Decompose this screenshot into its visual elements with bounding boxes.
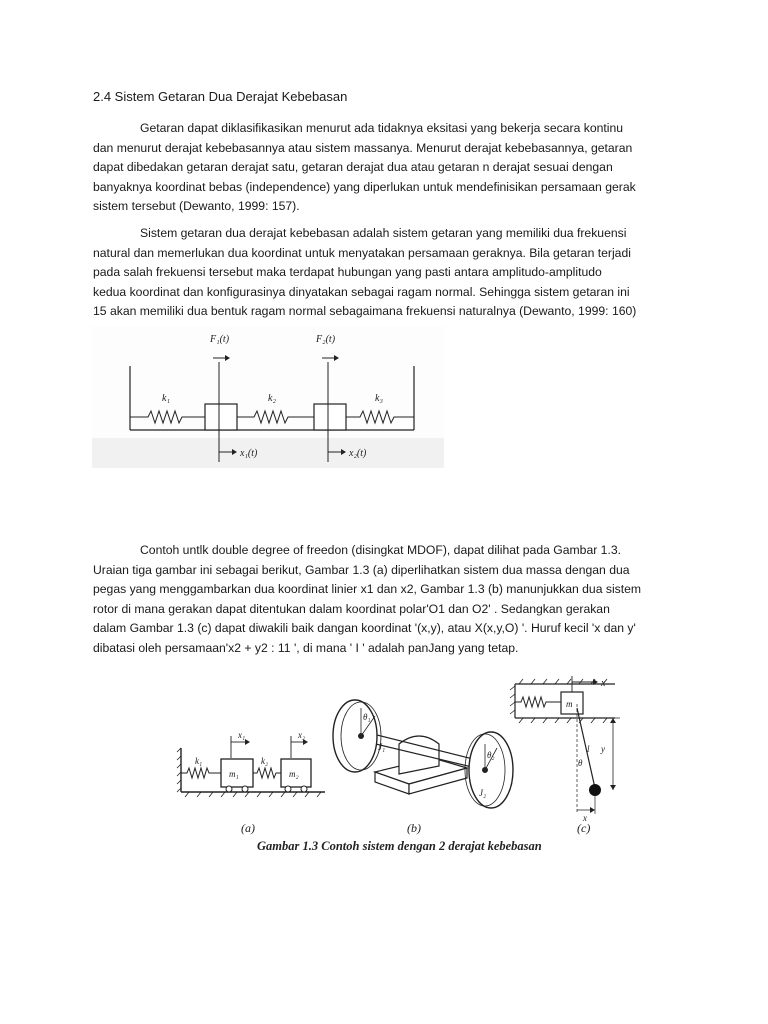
text-line: Sistem getaran dua derajat kebebasan adalah sistem getaran yang memiliki dua frekuensi [140, 226, 627, 240]
b-caption-label: (b) [407, 821, 421, 835]
c-x-top-label: x [601, 678, 606, 689]
b-theta1-label: θ₁ [363, 712, 371, 722]
text-line: banyaknya koordinat bebas (independence) yang diperlukan untuk mendefinisikan persamaan gerak [93, 179, 636, 194]
text-line: Getaran dapat diklasifikasikan menurut ada tidaknya eksitasi yang bekerja secara kontinu [140, 121, 624, 135]
c-y-label: y [601, 744, 605, 754]
c-x-bottom-label: x [583, 813, 587, 823]
displacement-1-label: x₁(t) [240, 448, 258, 459]
text-line: dalam Gambar 1.3 (c) dapat diwakili baik dangan koordinat '(x,y), atau X(x,y,O) '. Huruf kecil 'x dan y' [93, 621, 636, 635]
paragraph-2 [93, 224, 683, 322]
text-line: rotor di mana gerakan dapat ditentukan dalam koordinat polar'O1 dan O2' . Sedangkan gerakan [93, 601, 610, 616]
a-m2-label: m₂ [289, 769, 299, 779]
spring-2-label: k₂ [268, 393, 276, 404]
section-heading: 2.4 Sistem Getaran Dua Derajat Kebebasan [93, 89, 348, 104]
a-x2-label: x₂ [298, 730, 306, 740]
a-k1-label: k₁ [195, 756, 203, 766]
a-m1-label: m₁ [229, 769, 239, 779]
c-l-label: l [587, 744, 590, 754]
c-caption-label: (c) [577, 821, 591, 835]
b-j1-label: J₁ [378, 742, 386, 752]
force-1-label: F₁(t) [210, 334, 230, 345]
text-line: dibatasi oleh persamaan'x2 + y2 : 11 ', di mana ' I ' adalah panJang yang tetap. [93, 640, 519, 655]
text-line: dapat dibedakan getaran derajat satu, getaran derajat dua atau getaran n derajat sesuai dengan [93, 160, 613, 174]
a-caption-label: (a) [241, 821, 255, 835]
spring-1-label: k₁ [162, 393, 170, 404]
two-mass-spring-figure [92, 326, 444, 468]
text-line: sistem tersebut (Dewanto, 1999: 157). [93, 199, 300, 213]
subfigure-b [333, 700, 513, 835]
text-line: natural dan memerlukan dua koordinat untuk menyatakan persamaan geraknya. Bila getaran terjadi [93, 245, 631, 260]
spring-3-label: k₃ [375, 393, 383, 404]
b-j2-label: J₂ [479, 788, 487, 798]
text-line: 15 akan memiliki dua bentuk ragam normal sebagaimana frekuensi naturalnya (Dewanto, 1999: 160) [93, 304, 637, 318]
a-k2-label: k₂ [261, 756, 269, 766]
a-x1-label: x₁ [238, 730, 246, 740]
force-2-label: F₂(t) [316, 334, 336, 345]
text-line: Contoh untlk double degree of freedon (disingkat MDOF), dapat dilihat pada Gambar 1.3. [140, 543, 622, 557]
text-line: pegas yang menggambarkan dua koordinat linier x1 dan x2, Gambar 1.3 (b) manunjukkan dua sistem [93, 582, 642, 596]
paragraph-3 [93, 541, 683, 658]
displacement-2-label: x₂(t) [349, 448, 367, 459]
subfigure-c [510, 676, 620, 835]
c-theta-label: θ [578, 758, 583, 768]
b-theta2-label: θ₂ [487, 750, 495, 760]
gambar-1-3-figure [175, 662, 620, 857]
text-line: dan menurut derajat kebebasannya atau sistem massanya. Menurut derajat kebebasannya, getaran [93, 140, 633, 155]
subfigure-a [177, 730, 325, 835]
text-line: kedua koordinat dan konfigurasinya dinyatakan sebagai ragam normal. Sehingga sistem getaran ini [93, 284, 630, 299]
text-line: pada salah frekuensi tersebut maka terdapat hubungan yang pasti antara amplitudo-amplitudo [93, 265, 602, 279]
c-m-label: m [566, 699, 573, 709]
paragraph-1 [93, 119, 683, 217]
figure-caption: Gambar 1.3 Contoh sistem dengan 2 derajat kebebasan [257, 839, 542, 853]
text-line: Uraian tiga gambar ini sebagai berikut, Gambar 1.3 (a) diperlihatkan sistem dua massa dengan dua [93, 562, 630, 577]
